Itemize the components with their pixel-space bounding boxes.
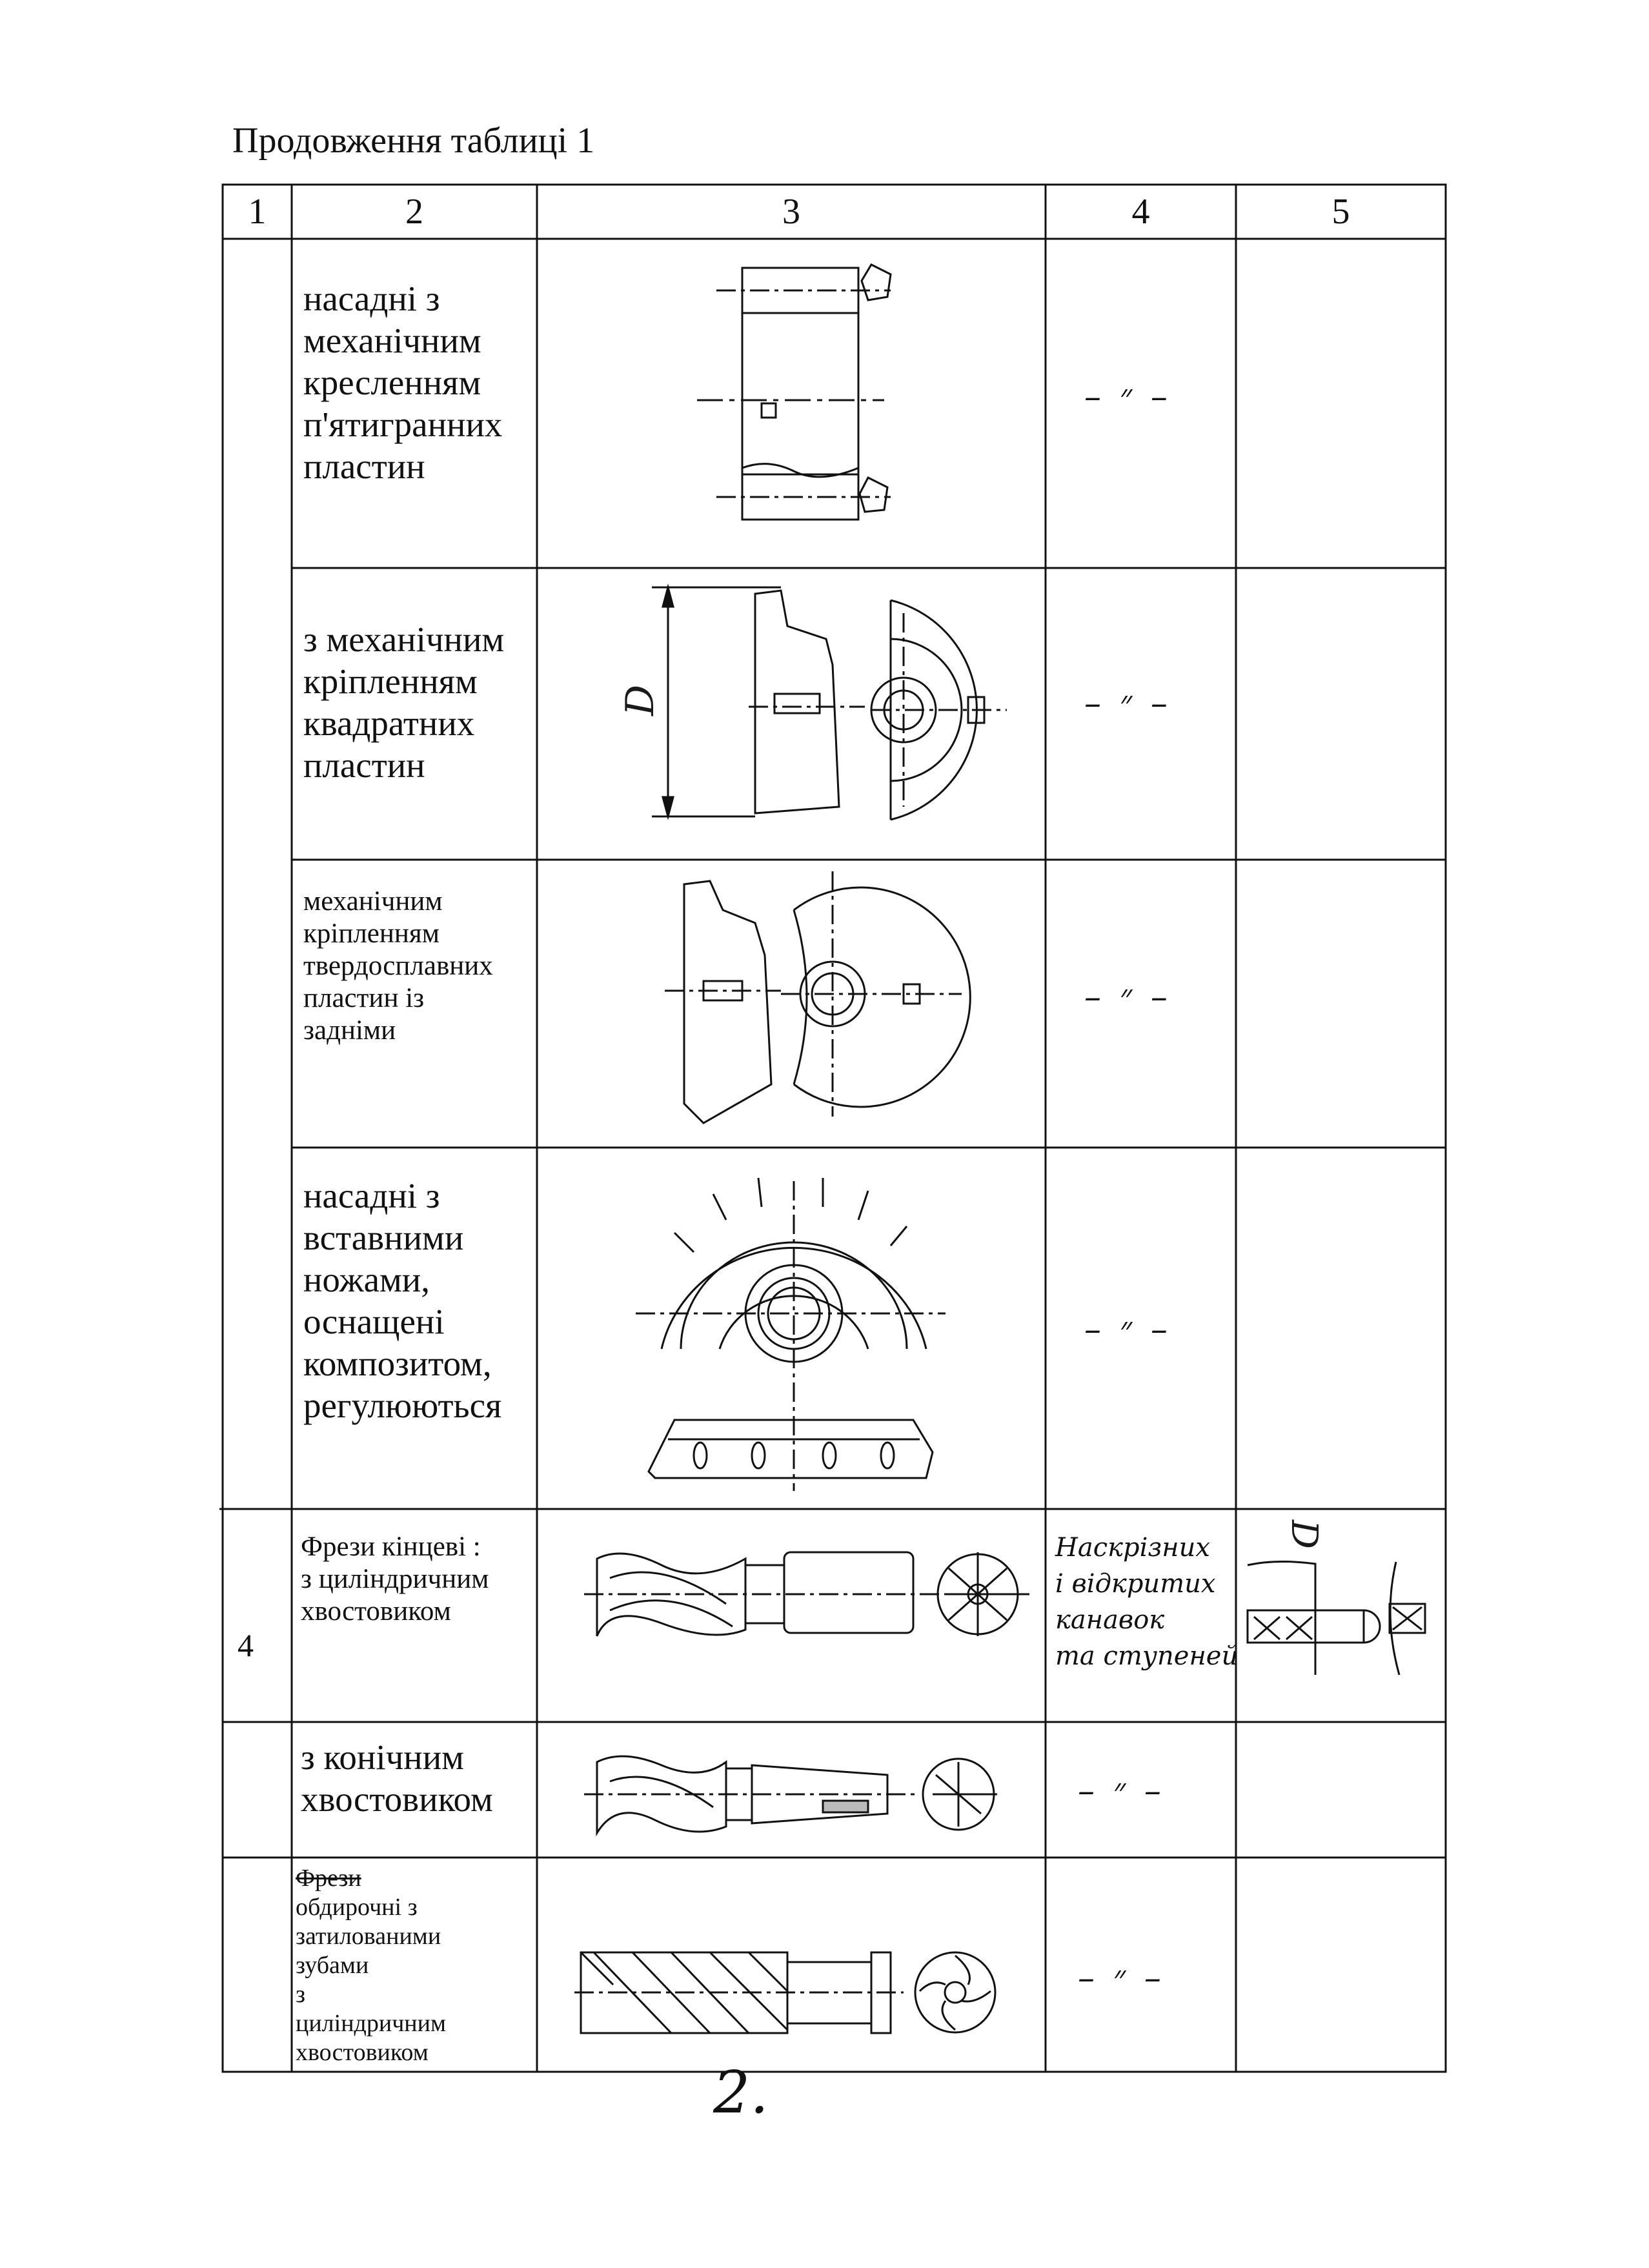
header-col-2: 2 [405, 192, 423, 232]
row-5-number: 4 [238, 1627, 254, 1663]
row-1-description: насадні з механічним кресленням п'ятигранних пластин [303, 279, 503, 486]
page-number: 2. [713, 2059, 769, 2127]
row-3-description: механічним кріпленням твердосплавних пластин із задніми [303, 886, 493, 1046]
row-1-ditto: – ״ – [1084, 378, 1171, 416]
row-5-sketch [1238, 1514, 1444, 1681]
row-7-ditto: – ״ – [1078, 1959, 1165, 1998]
row-3-ditto: – ״ – [1084, 978, 1171, 1017]
table-caption: Продовження таблиці 1 [232, 121, 595, 161]
row-2-description: з механічним кріпленням квадратних пластин [303, 620, 505, 785]
row-5-handwritten-note: Наскрізних і відкритих канавок та ступеней [1055, 1533, 1239, 1671]
row-1-cutter-drawing [697, 255, 923, 539]
row-5-dimension-label: D [1282, 1520, 1325, 1549]
row-5-endmill-drawing [584, 1520, 1036, 1675]
row-6-description: з конічним хвостовиком [301, 1737, 493, 1819]
header-col-1: 1 [248, 192, 267, 232]
row-7-struck-word: Фрези [296, 1865, 361, 1892]
row-4-ditto: – ״ – [1084, 1310, 1171, 1349]
row-5-description: Фрези кінцеві : з циліндричним хвостовиком [301, 1532, 489, 1626]
row-6-ditto: – ״ – [1078, 1772, 1165, 1810]
header-col-5: 5 [1331, 192, 1350, 232]
row-7-description: Фрези обдирочні з затилованими зубами з циліндричним хвостовиком [296, 1865, 447, 2066]
row-3-cutter-drawing [652, 871, 975, 1129]
header-col-4: 4 [1131, 192, 1150, 232]
row-6-endmill-drawing [584, 1736, 1010, 1846]
row-4-description: насадні з вставними ножами, оснащені композитом, регулюються [303, 1176, 502, 1425]
row-2-dimension-label: D [618, 684, 663, 716]
row-4-cutter-drawing [629, 1155, 952, 1497]
header-col-3: 3 [782, 192, 800, 232]
row-2-ditto: – ״ – [1084, 684, 1171, 723]
table-header [223, 185, 1446, 239]
row-7-roughing-mill-drawing [574, 1927, 1026, 2056]
